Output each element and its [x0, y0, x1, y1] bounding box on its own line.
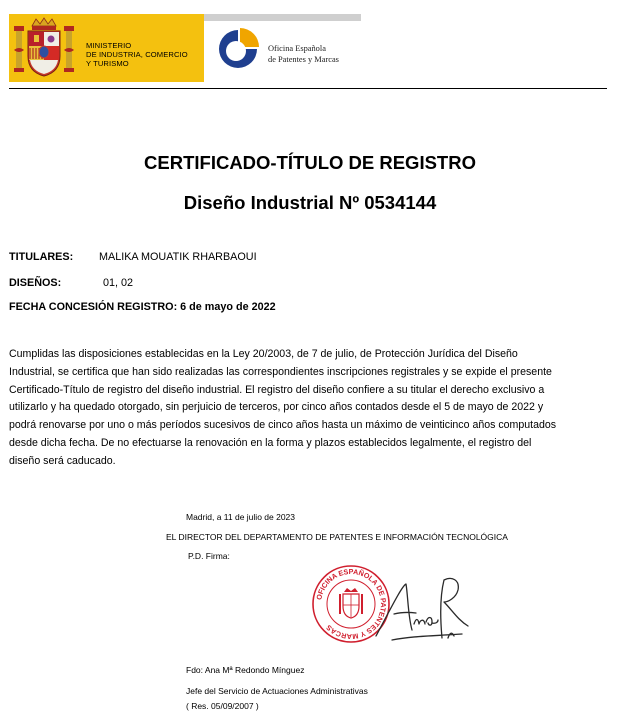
certificate-body — [9, 346, 609, 471]
titulares-value: MALIKA MOUATIK RHARBAOUI — [99, 251, 257, 263]
body-line: utilizarlo y ha quedado otorgado, sin perjuicio de terceros, por cinco años contados desde el 5 de mayo de 2022 y — [9, 401, 544, 414]
oepm-logo-icon — [216, 27, 260, 71]
signer-name: Fdo: Ana Mª Redondo Mínguez — [186, 665, 305, 675]
signer-title: Jefe del Servicio de Actuaciones Administrativas — [186, 686, 368, 696]
header-gray-bar — [204, 14, 361, 21]
office-name: Oficina Española de Patentes y Marcas — [268, 44, 339, 64]
titulares-label: TITULARES: — [9, 251, 74, 263]
handwritten-signature-icon — [372, 566, 472, 644]
director-title: EL DIRECTOR DEL DEPARTAMENTO DE PATENTES E INFORMACIÓN TECNOLÓGICA — [166, 532, 508, 542]
svg-text:OFICINA ESPAÑOLA DE PATENTES Y: OFICINA ESPAÑOLA DE PATENTES Y MARCAS — [314, 566, 389, 642]
body-line: Industrial, se certifica que han sido realizadas las correspondientes inscripciones registrales y se expide el presente — [9, 365, 552, 378]
ministry-name: MINISTERIO DE INDUSTRIA, COMERCIO Y TURISMO — [86, 41, 188, 68]
resolution-reference: ( Res. 05/09/2007 ) — [186, 701, 259, 711]
spanish-coat-of-arms-icon — [12, 16, 76, 80]
certificate-title: CERTIFICADO-TÍTULO DE REGISTRO — [144, 152, 476, 173]
disenos-value: 01, 02 — [103, 277, 134, 289]
fecha-label: FECHA CONCESIÓN REGISTRO: — [9, 301, 178, 313]
body-line: podrá renovarse por uno o más períodos sucesivos de cinco años hasta un máximo de veinticinco años computados — [9, 419, 557, 432]
design-number: Diseño Industrial Nº 0534144 — [183, 192, 437, 213]
body-line: diseño será caducado. — [9, 454, 116, 467]
body-line: Certificado-Título de registro del diseño industrial. El registro del diseño confiere a su titular el derecho exclusivo a — [9, 383, 545, 396]
fecha-value: 6 de mayo de 2022 — [180, 301, 276, 313]
header-divider — [9, 88, 607, 89]
disenos-field — [9, 277, 134, 289]
disenos-label: DISEÑOS: — [9, 277, 62, 289]
place-date: Madrid, a 11 de julio de 2023 — [186, 512, 296, 522]
body-line: desde dicha fecha. De no efectuarse la renovación en la forma y plazos establecidos legalmente, el registro del — [9, 436, 532, 449]
titulares-field — [9, 251, 257, 263]
fecha-concesion-field — [9, 301, 276, 313]
body-line: Cumplidas las disposiciones establecidas en la Ley 20/2003, de 7 de julio, de Protección Jurídica del Diseño — [9, 348, 518, 360]
pd-firma: P.D. Firma: — [188, 551, 230, 561]
